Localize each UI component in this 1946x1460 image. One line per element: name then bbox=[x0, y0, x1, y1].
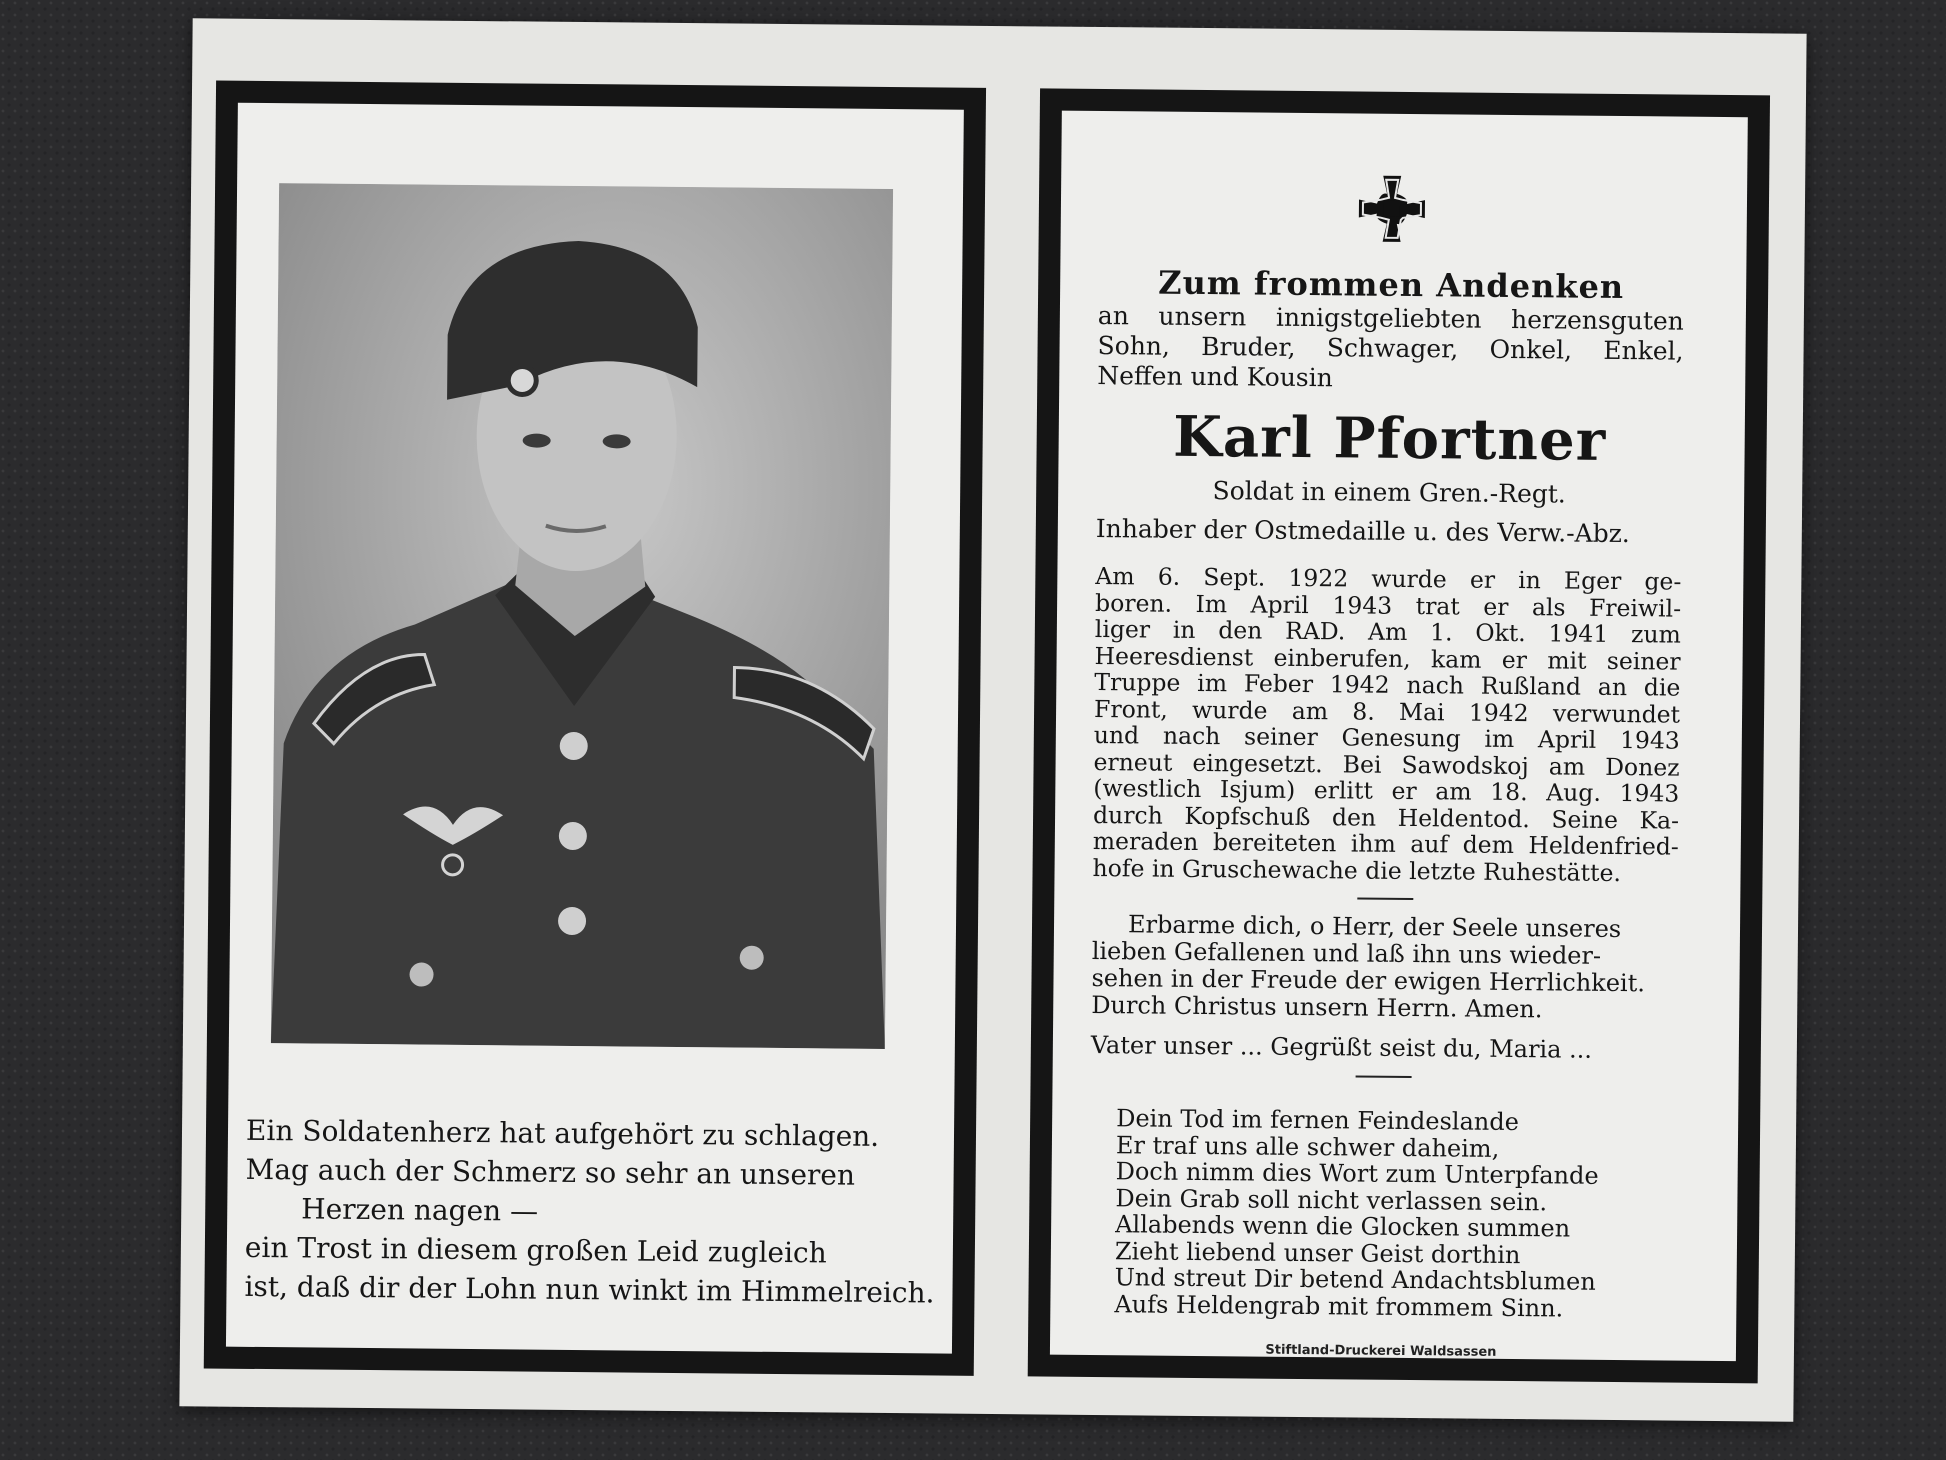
poem-line: Und streut Dir betend Andachtsblumen bbox=[1114, 1263, 1596, 1296]
verse-line: ist, daß dir der Lohn nun winkt im Himmelreich. bbox=[244, 1269, 935, 1310]
bio-line: und nach seiner Genesung im April 1943 bbox=[1093, 720, 1680, 755]
poem-line: Er traf uns alle schwer daheim, bbox=[1115, 1130, 1500, 1163]
divider bbox=[1356, 1075, 1412, 1078]
intro-line: Neffen und Kousin bbox=[1097, 360, 1333, 393]
printer-imprint: Stiftland-Druckerei Waldsassen bbox=[1265, 1342, 1497, 1360]
prayer-line: Durch Christus unsern Herrn. Amen. bbox=[1091, 990, 1543, 1024]
biography bbox=[1092, 563, 1681, 887]
memorial-heading: Zum frommen Andenken bbox=[1158, 263, 1625, 307]
verse-line: ein Trost in diesem großen Leid zugleich bbox=[244, 1230, 827, 1270]
bio-line: (westlich Isjum) erlitt er am 18. Aug. 1943 bbox=[1093, 773, 1680, 808]
rank-line: Soldat in einem Gren.-Regt. bbox=[1212, 476, 1566, 509]
right-panel bbox=[1028, 88, 1770, 1383]
poem-line: Doch nimm dies Wort zum Unterpfande bbox=[1115, 1157, 1599, 1190]
bio-line: liger in den RAD. Am 1. Okt. 1941 zum bbox=[1094, 614, 1681, 649]
soldier-portrait bbox=[271, 183, 893, 1049]
left-panel-inner bbox=[226, 103, 964, 1354]
left-verse bbox=[244, 1111, 936, 1313]
verse-line: Herzen nagen — bbox=[301, 1192, 539, 1228]
award-line: Inhaber der Ostmedaille u. des Verw.-Abz. bbox=[1095, 513, 1630, 549]
right-panel-inner bbox=[1050, 111, 1748, 1362]
bio-line: boren. Im April 1943 trat er als Freiwil- bbox=[1094, 588, 1682, 623]
prayer-line: Erbarme dich, o Herr, der Seele unseres bbox=[1127, 910, 1622, 944]
verse-line: Mag auch der Schmerz so sehr an unseren bbox=[245, 1152, 856, 1192]
bio-line: Am 6. Sept. 1922 wurde er in Eger ge- bbox=[1095, 561, 1682, 596]
poem-line: Zieht liebend unser Geist dorthin bbox=[1114, 1236, 1521, 1269]
bio-line: erneut eingesetzt. Bei Sawodskoj am Donez bbox=[1093, 747, 1680, 782]
prayer-line: sehen in der Freude der ewigen Herrlichkeit. bbox=[1091, 963, 1646, 998]
bio-line: Truppe im Feber 1942 nach Rußland an die bbox=[1094, 667, 1681, 702]
deceased-name: Karl Pfortner bbox=[1172, 403, 1607, 474]
verse-line: Ein Soldatenherz hat aufgehört zu schlagen. bbox=[245, 1113, 880, 1153]
obituary-text bbox=[1088, 171, 1685, 1362]
bio-line: durch Kopfschuß den Heldentod. Seine Ka- bbox=[1092, 800, 1680, 835]
bio-line: Front, wurde am 8. Mai 1942 verwundet bbox=[1093, 694, 1681, 729]
bio-line: meraden bereiteten ihm auf dem Heldenfried- bbox=[1092, 826, 1679, 861]
intro-line: Sohn, Bruder, Schwager, Onkel, Enkel, bbox=[1097, 330, 1684, 366]
left-panel bbox=[204, 81, 986, 1376]
iron-cross-icon bbox=[1099, 171, 1686, 251]
prayer bbox=[1091, 911, 1678, 1025]
poem-line: Allabends wenn die Glocken summen bbox=[1115, 1210, 1571, 1243]
divider bbox=[1357, 898, 1413, 901]
poem-line: Dein Tod im fernen Feindeslande bbox=[1116, 1104, 1520, 1137]
intro-line: an unsern innigstgeliebten herzensguten bbox=[1097, 300, 1684, 336]
poem-line: Dein Grab soll nicht verlassen sein. bbox=[1115, 1183, 1548, 1216]
bio-line: Heeresdienst einberufen, kam er mit seiner bbox=[1094, 641, 1681, 676]
prayer-line: lieben Gefallenen und laß ihn uns wieder- bbox=[1091, 936, 1602, 970]
bio-line: hofe in Gruschewache die letzte Ruhestätte. bbox=[1092, 853, 1622, 887]
poem bbox=[1088, 1105, 1676, 1323]
vater-unser-line: Vater unser ... Gegrüßt seist du, Maria ... bbox=[1090, 1030, 1593, 1064]
memorial-card bbox=[179, 18, 1806, 1421]
poem-line: Aufs Heldengrab mit frommem Sinn. bbox=[1114, 1289, 1564, 1323]
